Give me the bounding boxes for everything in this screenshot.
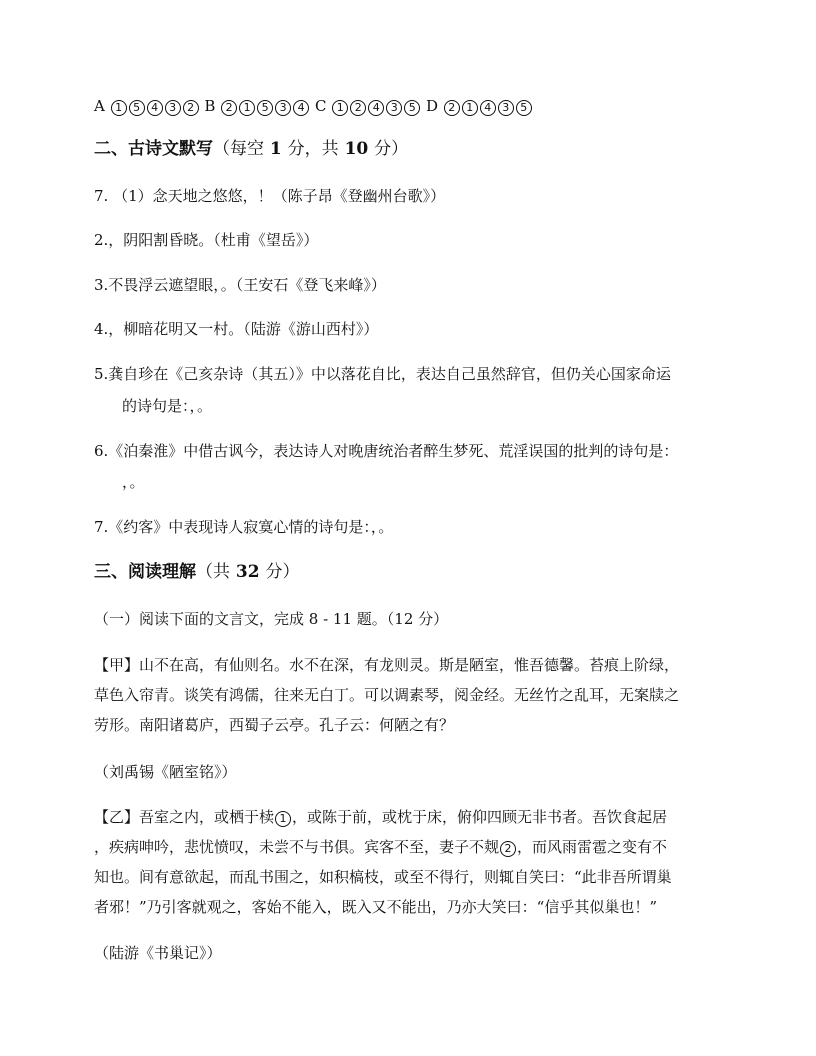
- option-d-label: D: [421, 97, 443, 115]
- circled-number: 1: [111, 100, 127, 116]
- question-item: 3.不畏浮云遮望眼，。（王安石《登飞来峰》）: [94, 276, 386, 294]
- passage-line: 者邪！”乃引客就观之，客始不能入，既入又不能出，乃亦大笑曰：“信乎其似巢也！”: [94, 898, 658, 916]
- circled-number: 3: [386, 100, 402, 116]
- footnote-marker: 1: [275, 811, 291, 827]
- section-3-paren: （共: [196, 562, 230, 582]
- passage-line: 【甲】山不在高，有仙则名。水不在深，有龙则灵。斯是陋室，惟吾德馨。苔痕上阶绿，: [94, 656, 680, 674]
- question-item: 7.《约客》中表现诗人寂寞心情的诗句是：，。: [94, 518, 394, 536]
- circled-number: 4: [368, 100, 384, 116]
- passage-line: [94, 802, 724, 832]
- question-item: 7. （1）念天地之悠悠，！（陈子昂《登幽州台歌》）: [94, 187, 446, 205]
- circled-number: 1: [332, 100, 348, 116]
- passage-line: 草色入帘青。谈笑有鸿儒，往来无白丁。可以调素琴，阅金经。无丝竹之乱耳，无案牍之: [94, 686, 680, 704]
- question-item: 2.，阴阳割昏晓。（杜甫《望岳》）: [94, 231, 319, 249]
- section-3-n: 32: [230, 562, 266, 582]
- circled-number: 4: [147, 100, 163, 116]
- footnote-marker: 2: [500, 841, 516, 857]
- circled-number: 4: [293, 100, 309, 116]
- passage-text: ，或陈于前，或枕于床，俯仰四顾无非书者。吾饮食起居: [292, 808, 668, 826]
- option-c-label: C: [310, 97, 332, 115]
- passage-line: 知也。间有意欲起，而乱书围之，如积槁枝，或至不得行，则辄自笑曰：“此非吾所谓巢: [94, 868, 672, 886]
- passage-yi-source: （陆游《书巢记》）: [94, 944, 222, 962]
- question-item-continued: ，。: [122, 473, 145, 491]
- section-3-heading: [94, 560, 300, 584]
- circled-number: 3: [165, 100, 181, 116]
- answer-options-line: [94, 96, 734, 116]
- passage-text: ，疾病呻吟，悲忧愤叹，未尝不与书俱。宾客不至，妻子不觌: [94, 838, 500, 856]
- circled-number: 2: [221, 100, 237, 116]
- circled-number: 2: [183, 100, 199, 116]
- section-2-paren: （每空: [213, 139, 264, 159]
- question-item-continued: 的诗句是：，。: [122, 397, 213, 415]
- option-b-label: B: [199, 97, 221, 115]
- circled-number: 3: [275, 100, 291, 116]
- passage-jia: [94, 650, 724, 740]
- circled-number: 5: [516, 100, 532, 116]
- passage-line: 劳形。南阳诸葛庐，西蜀子云亭。孔子云：何陋之有？: [94, 716, 455, 734]
- circled-number: 4: [480, 100, 496, 116]
- passage-text: ，而风雨雷雹之变有不: [517, 838, 668, 856]
- section-2-end: 分）: [374, 139, 409, 159]
- circled-number: 5: [404, 100, 420, 116]
- section-3-title: 三、阅读理解: [94, 562, 196, 582]
- section-2-n1: 1: [264, 139, 288, 159]
- circled-number: 5: [129, 100, 145, 116]
- circled-number: 1: [462, 100, 478, 116]
- section-2-n2: 10: [338, 139, 375, 159]
- circled-number: 2: [350, 100, 366, 116]
- section-3-end: 分）: [265, 562, 300, 582]
- question-item: 4.，柳暗花明又一村。（陆游《游山西村》）: [94, 320, 379, 338]
- subsection-instruction: （一）阅读下面的文言文，完成 8 - 11 题。（12 分）: [94, 610, 449, 628]
- question-item: 6.《泊秦淮》中借古讽今，表达诗人对晚唐统治者醉生梦死、荒淫误国的批判的诗句是：: [94, 442, 679, 460]
- section-2-mid: 分，共: [287, 139, 339, 159]
- circled-number: 5: [257, 100, 273, 116]
- circled-number: 1: [239, 100, 255, 116]
- circled-number: 2: [444, 100, 460, 116]
- section-2-heading: [94, 137, 408, 161]
- passage-yi: [94, 802, 724, 922]
- passage-line: [94, 832, 724, 862]
- passage-jia-source: （刘禹锡《陋室铭》）: [94, 763, 237, 781]
- passage-text: 【乙】吾室之内，或栖于椟: [94, 808, 275, 826]
- option-a-label: A: [94, 97, 110, 115]
- circled-number: 3: [498, 100, 514, 116]
- section-2-title: 二、古诗文默写: [94, 139, 213, 159]
- question-item: 5.龚自珍在《己亥杂诗（其五）》中以落花自比，表达自己虽然辞官，但仍关心国家命运: [94, 365, 671, 383]
